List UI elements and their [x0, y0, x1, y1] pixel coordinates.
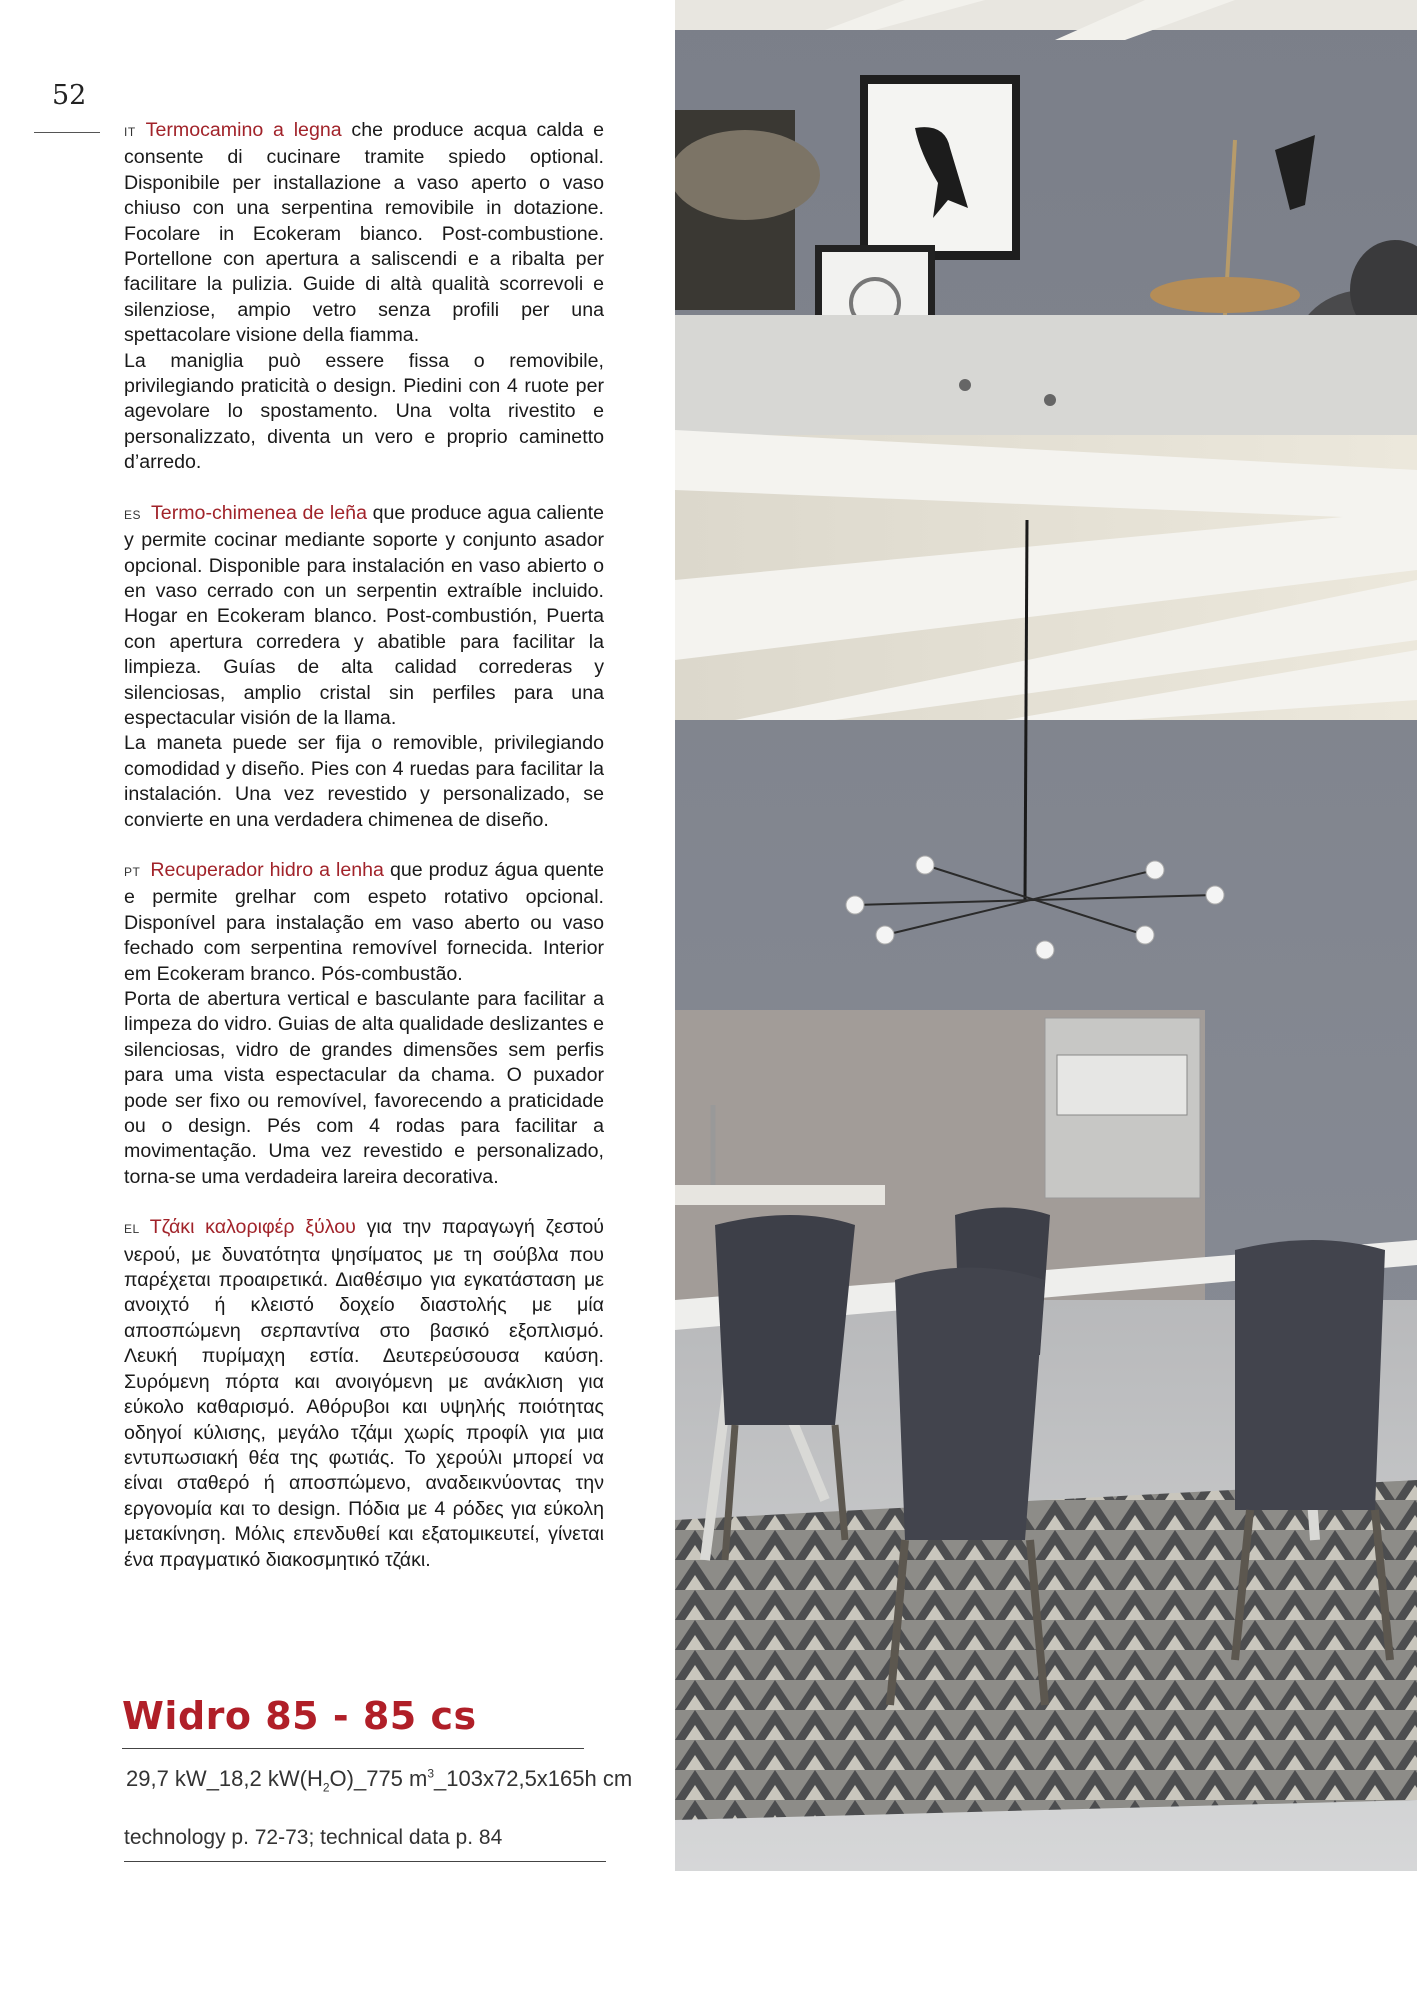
ceiling-top — [675, 0, 1417, 30]
description-column — [124, 118, 604, 1598]
decor-bag — [675, 130, 820, 220]
paragraph: La maneta puede ser fija o removible, privilegiando comodidad y diseño. Pies con 4 ruedas para facilitar la instalación. Una vez revestido y personalizado, se convierte en una verdadera chimenea de diseño. — [124, 732, 604, 831]
paragraph: Porta de abertura vertical e basculante para facilitar a limpeza do vidro. Guias de alta qualidade deslizantes e silenciosas, vidro de grandes dimensões sem perfis para uma vista espectacular da chama. O puxador pode ser fixo ou removível, favorecendo a praticidade ou o design. Pés com 4 rodas para facilitar a movimentação. Uma vez revestido e personalizado, torna-se uma verdadeira lareira decorativa. — [124, 988, 604, 1188]
title-rule — [122, 1748, 584, 1749]
bulb — [1036, 941, 1054, 959]
section-title: Recuperador hidro a lenha — [150, 858, 384, 881]
counter — [675, 1185, 885, 1205]
page-number: 52 — [52, 80, 87, 111]
pendant-cord — [1025, 520, 1027, 900]
chair-back — [895, 1268, 1045, 1541]
section-pt — [124, 858, 604, 1190]
top-rule — [34, 132, 100, 133]
page-references: technology p. 72-73; technical data p. 84 — [124, 1826, 503, 1849]
paragraph — [124, 118, 604, 349]
section-es — [124, 501, 604, 833]
paragraph-text: que produce agua caliente y permite cocinar mediante soporte y conjunto asador opcional. Disponible para instalación en vaso abierto o en vaso cerrado con un serpentin extraíble incluido. Hogar en Ecokeram blanco. Post-combustión, Puerta con apertura corredera y abatible para facilitar la limpieza. Guías de alta calidad correderas y silenciosas, amplio cristal sin perfiles para una espectacular visión de la llama. — [124, 501, 604, 729]
section-title: Termocamino a legna — [145, 119, 342, 141]
rug — [675, 1480, 1417, 1820]
spec-superscript: 3 — [427, 1766, 435, 1781]
oven-window — [1057, 1055, 1187, 1115]
section-it — [124, 118, 604, 476]
section-title: Termo-chimenea de leña — [151, 501, 367, 524]
spec-subscript: 2 — [322, 1780, 330, 1795]
paragraph-text: che produce acqua calda e consente di cucinare tramite spiedo optional. Disponibile per installazione a vaso aperto o vaso chiuso con una serpentina removibile in dotazione. Focolare in Ecokeram bianco. Post-combustione. Portellone con apertura a saliscendi e a ribalta per facilitare la pulizia. Guide di altà qualità scorrevoli e silenziose, ampio vetro senza profili per una spettacolare visione della fiamma. — [124, 119, 605, 347]
spec-part: O)_775 m — [329, 1766, 428, 1791]
language-code: EL — [124, 1222, 140, 1237]
paragraph — [124, 1215, 604, 1573]
paragraph — [124, 501, 604, 732]
bulb — [846, 896, 864, 914]
bolt — [1044, 394, 1056, 406]
spec-part: 29,7 kW_18,2 kW(H — [126, 1766, 323, 1791]
product-title: Widro 85 - 85 cs — [122, 1694, 477, 1738]
bottom-rule — [124, 1861, 606, 1862]
product-specs — [126, 1766, 632, 1794]
paragraph-text: que produz água quente e permite grelhar com espeto rotativo opcional. Disponível para instalação em vaso aberto ou vaso fechado com serpentina removível fornecida. Interior em Ecokeram branco. Pós-combustão. — [124, 858, 604, 985]
paragraph — [124, 858, 604, 987]
lamp-dish — [1150, 277, 1300, 313]
spec-part: _103x72,5x165h cm — [434, 1766, 633, 1791]
language-code: ES — [124, 507, 142, 522]
interior-photo — [675, 0, 1417, 1871]
section-title: Τζάκι καλοριφέρ ξύλου — [149, 1216, 356, 1239]
bolt — [959, 379, 971, 391]
bulb — [1146, 861, 1164, 879]
bulb — [876, 926, 894, 944]
bulb — [916, 856, 934, 874]
bulb — [1206, 886, 1224, 904]
paragraph-text: για την παραγωγή ζεστού νερού, με δυνατότητα ψησίματος με τη σούβλα που παρέχεται προαιρετικά. Διαθέσιμο για εγκατάσταση με ανοιχτό ή κλειστό δοχείο διαστολής με μία αποσπώμενη σερπαντίνα στο βασικό εξοπλισμό. Λευκή πυρίμαχη εστία. Δευτερεύσουσα καύση. Συρόμενη πόρτα και ανοιγόμενη με ανάκλιση για εύκολο καθαρισμό. Αθόρυβοι και υψηλής ποιότητας οδηγοί κύλισης, μεγάλο τζάμι χωρίς προφίλ για μια εντυπωσιακή θέα της φωτιάς. Το χερούλι μπορεί να είναι σταθερό ή αποσπώμενο, αναδεικνύοντας την εργονομία και το design. Πόδια με 4 ρόδες για εύκολη μετακίνηση. Μόλις επενδυθεί και εξατομικευτεί, γίνεται ένα πραγματικό διακοσμητικό τζάκι. — [124, 1216, 604, 1571]
chair-back — [715, 1215, 855, 1425]
section-el — [124, 1215, 604, 1573]
language-code: IT — [124, 125, 136, 139]
language-code: PT — [124, 864, 141, 879]
paragraph: La maniglia può essere fissa o removibile, privilegiando praticità o design. Piedini con 4 ruote per agevolare lo spostamento. Una volta rivestito e personalizzato, diventa un vero e proprio caminetto d’arredo. — [124, 349, 604, 474]
bulb — [1136, 926, 1154, 944]
chair-back — [1235, 1240, 1385, 1510]
mezzanine-front — [675, 315, 1417, 435]
